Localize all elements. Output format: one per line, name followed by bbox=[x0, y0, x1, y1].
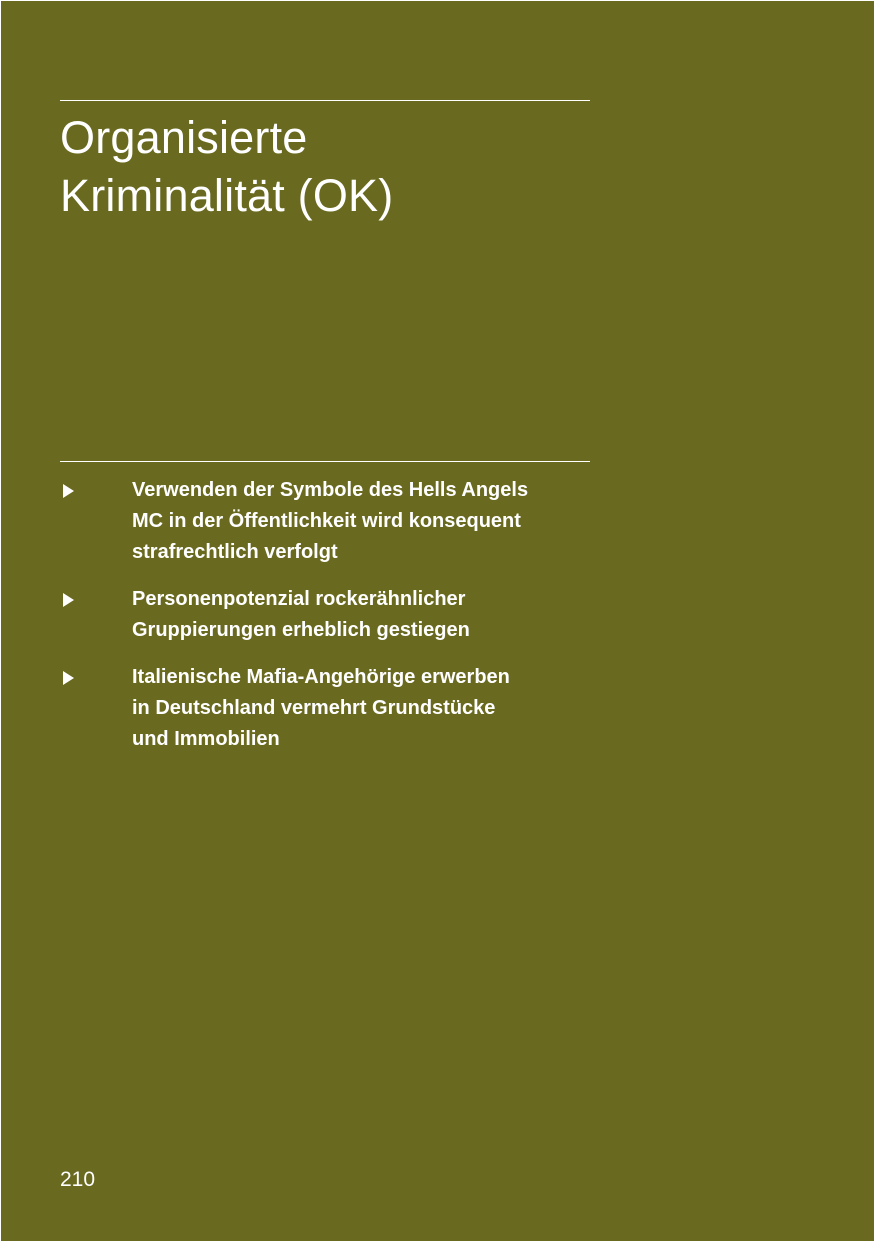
highlight-line: Italienische Mafia-Angehörige erwerben bbox=[132, 666, 510, 688]
page-number: 210 bbox=[60, 1168, 96, 1191]
highlight-line: in Deutschland vermehrt Grundstücke bbox=[132, 697, 496, 719]
document-page bbox=[1, 1, 874, 1241]
chapter-title-line: Organisierte bbox=[60, 112, 308, 163]
triangle-right-icon bbox=[63, 593, 74, 607]
triangle-right-icon bbox=[63, 671, 74, 685]
highlight-item bbox=[60, 475, 600, 568]
highlights-list bbox=[60, 475, 600, 771]
highlight-line: Verwenden der Symbole des Hells Angels bbox=[132, 479, 529, 501]
top-divider bbox=[60, 100, 590, 101]
highlight-line: Gruppierungen erheblich gestiegen bbox=[132, 619, 470, 641]
highlight-line: strafrechtlich verfolgt bbox=[132, 541, 338, 563]
highlight-line: Personenpotenzial rockerähnlicher bbox=[132, 588, 466, 610]
highlight-line: MC in der Öffentlichkeit wird konsequent bbox=[132, 510, 521, 532]
triangle-right-icon bbox=[63, 484, 74, 498]
highlight-item bbox=[60, 662, 600, 755]
chapter-title-line: Kriminalität (OK) bbox=[60, 170, 394, 221]
highlights-divider bbox=[60, 461, 590, 462]
highlight-item bbox=[60, 584, 600, 646]
highlight-line: und Immobilien bbox=[132, 728, 280, 750]
chapter-title bbox=[60, 109, 620, 225]
